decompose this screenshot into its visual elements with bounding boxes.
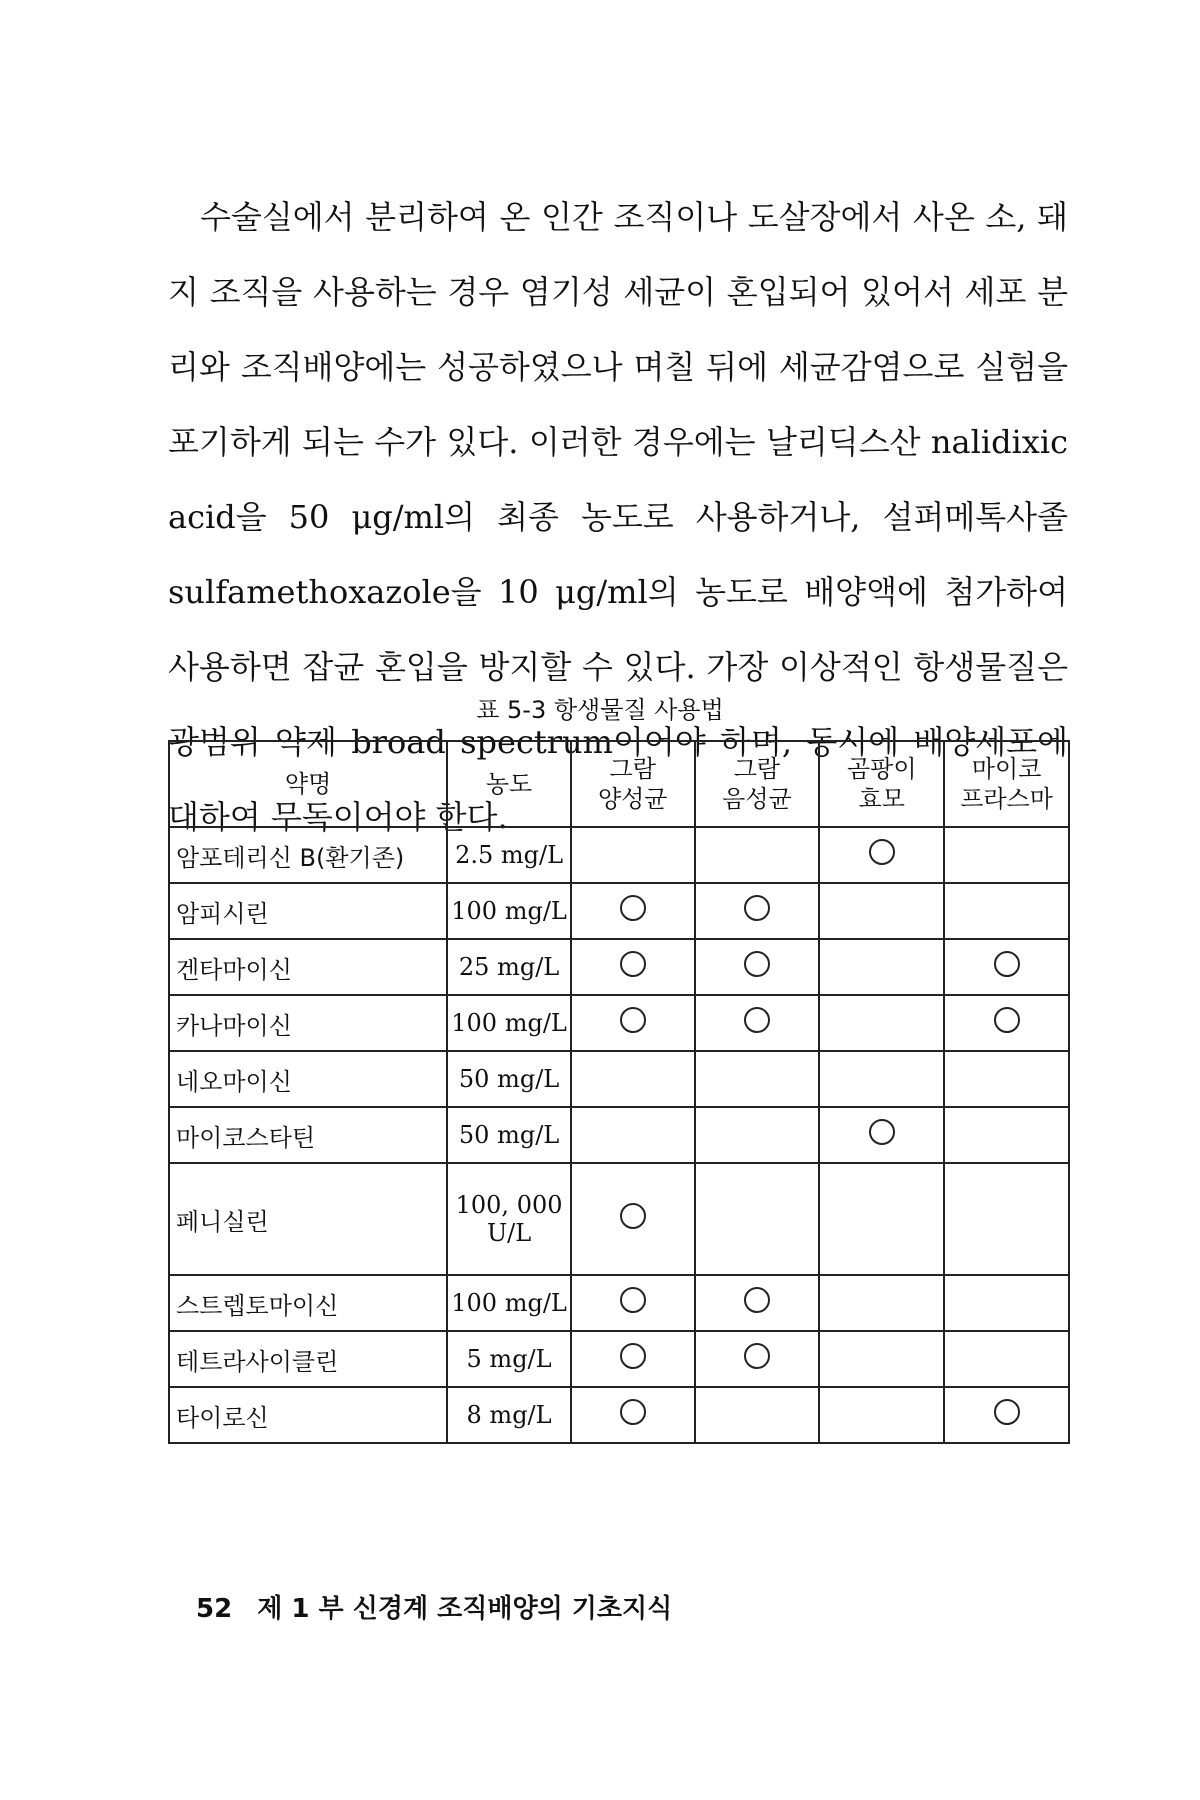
- footer-title: 제 1 부 신경계 조직배양의 기초지식: [257, 1594, 673, 1624]
- effective-circle-icon: [744, 1007, 770, 1033]
- effective-circle-icon: [620, 1343, 646, 1369]
- concentration-cell: 2.5 mg/L: [447, 827, 571, 883]
- drug-name-cell: 스트렙토마이신: [169, 1275, 447, 1331]
- concentration-cell: 100 mg/L: [447, 1275, 571, 1331]
- effective-circle-icon: [620, 895, 646, 921]
- table-header-row: [169, 741, 1069, 827]
- effective-circle-icon: [744, 951, 770, 977]
- gram-negative-cell: [695, 1107, 820, 1163]
- concentration-cell: 100 mg/L: [447, 995, 571, 1051]
- effective-circle-icon: [744, 1287, 770, 1313]
- mycoplasma-cell: [944, 1275, 1069, 1331]
- effective-circle-icon: [620, 1007, 646, 1033]
- concentration-cell: 50 mg/L: [447, 1051, 571, 1107]
- table-row: [169, 883, 1069, 939]
- header-drug-name: 약명: [169, 741, 447, 827]
- gram-positive-cell: [571, 1331, 695, 1387]
- gram-positive-cell: [571, 1275, 695, 1331]
- effective-circle-icon: [620, 1203, 646, 1229]
- mycoplasma-cell: [944, 1163, 1069, 1275]
- drug-name-cell: 암포테리신 B(환기존): [169, 827, 447, 883]
- fungi-yeast-cell: [819, 939, 944, 995]
- gram-negative-cell: [695, 939, 820, 995]
- concentration-cell: 8 mg/L: [447, 1387, 571, 1443]
- antibiotics-table: [168, 740, 1070, 1444]
- page-number: 52: [196, 1594, 233, 1624]
- concentration-cell: 100 mg/L: [447, 883, 571, 939]
- fungi-yeast-cell: [819, 995, 944, 1051]
- fungi-yeast-cell: [819, 883, 944, 939]
- effective-circle-icon: [994, 1399, 1020, 1425]
- effective-circle-icon: [744, 895, 770, 921]
- mycoplasma-cell: [944, 883, 1069, 939]
- drug-name-cell: 암피시린: [169, 883, 447, 939]
- drug-name-cell: 겐타마이신: [169, 939, 447, 995]
- concentration-cell: 5 mg/L: [447, 1331, 571, 1387]
- concentration-cell: 50 mg/L: [447, 1107, 571, 1163]
- gram-negative-cell: [695, 1275, 820, 1331]
- table-row: [169, 1163, 1069, 1275]
- page-footer: [196, 1588, 672, 1625]
- table-row: [169, 827, 1069, 883]
- effective-circle-icon: [869, 1119, 895, 1145]
- effective-circle-icon: [620, 1399, 646, 1425]
- gram-positive-cell: [571, 1387, 695, 1443]
- gram-negative-cell: [695, 883, 820, 939]
- table-row: [169, 1331, 1069, 1387]
- gram-positive-cell: [571, 939, 695, 995]
- gram-negative-cell: [695, 1387, 820, 1443]
- header-mycoplasma: 마이코 프라스마: [944, 741, 1069, 827]
- gram-negative-cell: [695, 1331, 820, 1387]
- mycoplasma-cell: [944, 939, 1069, 995]
- gram-positive-cell: [571, 883, 695, 939]
- concentration-cell: 25 mg/L: [447, 939, 571, 995]
- fungi-yeast-cell: [819, 1051, 944, 1107]
- gram-negative-cell: [695, 827, 820, 883]
- table-row: [169, 1107, 1069, 1163]
- fungi-yeast-cell: [819, 1275, 944, 1331]
- fungi-yeast-cell: [819, 1107, 944, 1163]
- gram-positive-cell: [571, 995, 695, 1051]
- header-fungi-yeast: 곰팡이 효모: [819, 741, 944, 827]
- header-gram-negative: 그람 음성균: [695, 741, 820, 827]
- header-gram-positive: 그람 양성균: [571, 741, 695, 827]
- fungi-yeast-cell: [819, 1163, 944, 1275]
- gram-negative-cell: [695, 1051, 820, 1107]
- fungi-yeast-cell: [819, 1387, 944, 1443]
- drug-name-cell: 카나마이신: [169, 995, 447, 1051]
- effective-circle-icon: [744, 1343, 770, 1369]
- mycoplasma-cell: [944, 995, 1069, 1051]
- effective-circle-icon: [620, 1287, 646, 1313]
- fungi-yeast-cell: [819, 827, 944, 883]
- effective-circle-icon: [869, 839, 895, 865]
- table-row: [169, 939, 1069, 995]
- fungi-yeast-cell: [819, 1331, 944, 1387]
- drug-name-cell: 네오마이신: [169, 1051, 447, 1107]
- gram-positive-cell: [571, 827, 695, 883]
- table-row: [169, 1387, 1069, 1443]
- effective-circle-icon: [620, 951, 646, 977]
- gram-positive-cell: [571, 1051, 695, 1107]
- drug-name-cell: 마이코스타틴: [169, 1107, 447, 1163]
- header-concentration: 농도: [447, 741, 571, 827]
- drug-name-cell: 페니실린: [169, 1163, 447, 1275]
- effective-circle-icon: [994, 951, 1020, 977]
- mycoplasma-cell: [944, 1051, 1069, 1107]
- mycoplasma-cell: [944, 1331, 1069, 1387]
- paragraph-text: 수술실에서 분리하여 온 인간 조직이나 도살장에서 사온 소, 돼지 조직을 사용하는 경우 염기성 세균이 혼입되어 있어서 세포 분리와 조직배양에는 성공하였으나 며칠 뒤에 세균감염으로 실험을 포기하게 되는 수가 있다. 이러한 경우에는 날리딕스산 nalidixic acid을 50 μg/ml의 최종 농도로 사용하거나, 설퍼메톡사졸 sulfamethoxazole을 10 μg/ml의 농도로 배양액에 첨가하여 사용하면 잡균 혼입을 방지할 수 있다. 가장 이상적인 항생물질은 광범위 약제 broad spectrum이어야 하며, 동시에 배양세포에 대하여 무독이어야 한다.: [168, 198, 1068, 836]
- gram-positive-cell: [571, 1163, 695, 1275]
- gram-negative-cell: [695, 995, 820, 1051]
- gram-negative-cell: [695, 1163, 820, 1275]
- table-row: [169, 1051, 1069, 1107]
- table-row: [169, 995, 1069, 1051]
- table-caption: 표 5-3 항생물질 사용법: [476, 696, 724, 724]
- drug-name-cell: 타이로신: [169, 1387, 447, 1443]
- drug-name-cell: 테트라사이클린: [169, 1331, 447, 1387]
- concentration-cell: 100, 000 U/L: [447, 1163, 571, 1275]
- table-row: [169, 1275, 1069, 1331]
- mycoplasma-cell: [944, 1107, 1069, 1163]
- effective-circle-icon: [994, 1007, 1020, 1033]
- mycoplasma-cell: [944, 1387, 1069, 1443]
- gram-positive-cell: [571, 1107, 695, 1163]
- mycoplasma-cell: [944, 827, 1069, 883]
